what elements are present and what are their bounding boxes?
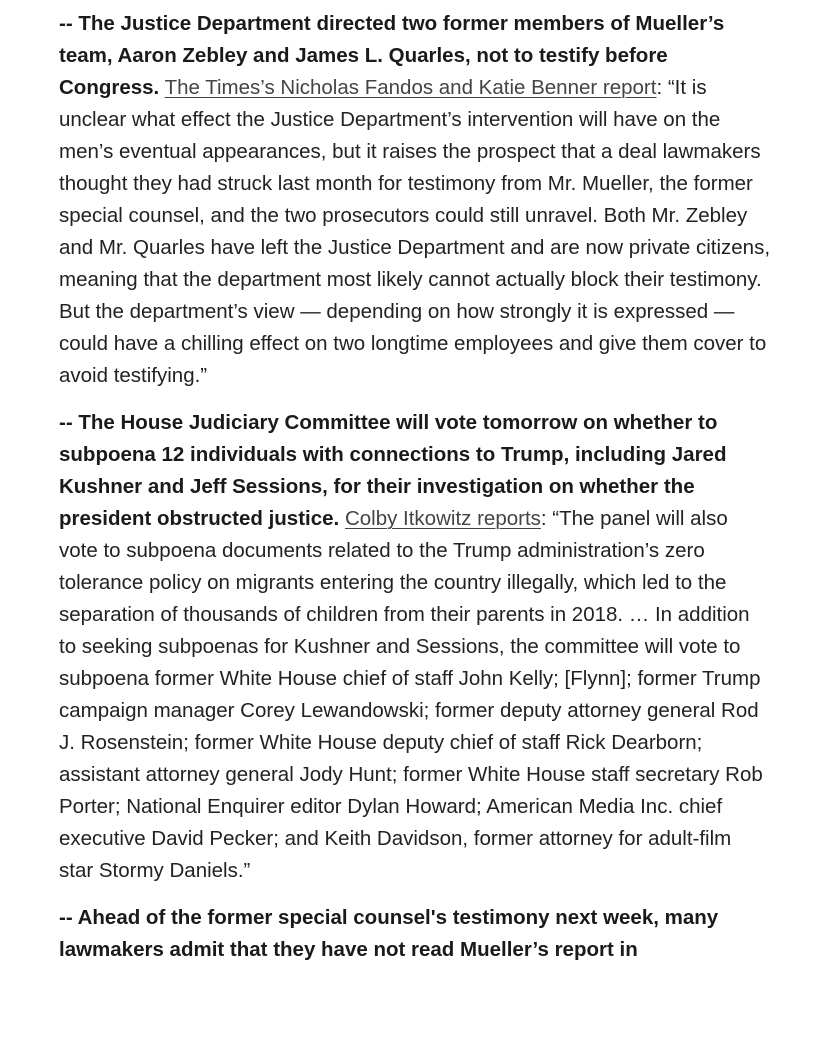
quote-text: : “The panel will also vote to subpoena documents related to the Trump administration’s zero tolerance policy on migrants entering the country illegally, which led to the separation of thousands of children from their parents in 2018. … In addition to seeking subpoenas for Kushner and Sessions, the committee will vote to subpoena former White House chief of staff John Kelly; [Flynn]; former Trump campaign manager Corey Lewandowski; former deputy attorney general Rod J. Rosenstein; former White House deputy chief of staff Rick Dearborn; assistant attorney general Jody Hunt; former White House staff secretary Rob Porter; National Enquirer editor Dylan Howard; American Media Inc. chief executive David Pecker; and Keith Davidson, former attorney for adult-film star Stormy Daniels.” xyxy=(59,507,763,882)
news-item-justice-department xyxy=(59,8,771,392)
article-body xyxy=(59,8,771,981)
news-item-judiciary-committee xyxy=(59,407,771,887)
headline-lede: -- Ahead of the former special counsel's testimony next week, many lawmakers admit that they have not read Mueller’s report in xyxy=(59,906,719,961)
quote-text: : “It is unclear what effect the Justice Department’s intervention will have on the men’s eventual appearances, but it raises the prospect that a deal lawmakers thought they had struck last month for testimony from Mr. Mueller, the former special counsel, and the two prosecutors could still unravel. Both Mr. Zebley and Mr. Quarles have left the Justice Department and are now private citizens, meaning that the department most likely cannot actually block their testimony. But the department’s view — depending on how strongly it is expressed — could have a chilling effect on two longtime employees and give them cover to avoid testifying.” xyxy=(59,76,771,387)
source-link-itkowitz[interactable]: Colby Itkowitz reports xyxy=(344,507,541,530)
news-item-lawmakers-report xyxy=(59,902,771,966)
headline-lede: -- The House Judiciary Committee will vote tomorrow on whether to subpoena 12 individuals with connections to Trump, including Jared Kushner and Jeff Sessions, for their investigation on whether the president obstructed justice. xyxy=(59,411,727,530)
source-link-times[interactable]: The Times’s Nicholas Fandos and Katie Benner report xyxy=(164,76,657,99)
headline-lede: -- The Justice Department directed two former members of Mueller’s team, Aaron Zebley and James L. Quarles, not to testify before Congress. xyxy=(59,12,725,99)
